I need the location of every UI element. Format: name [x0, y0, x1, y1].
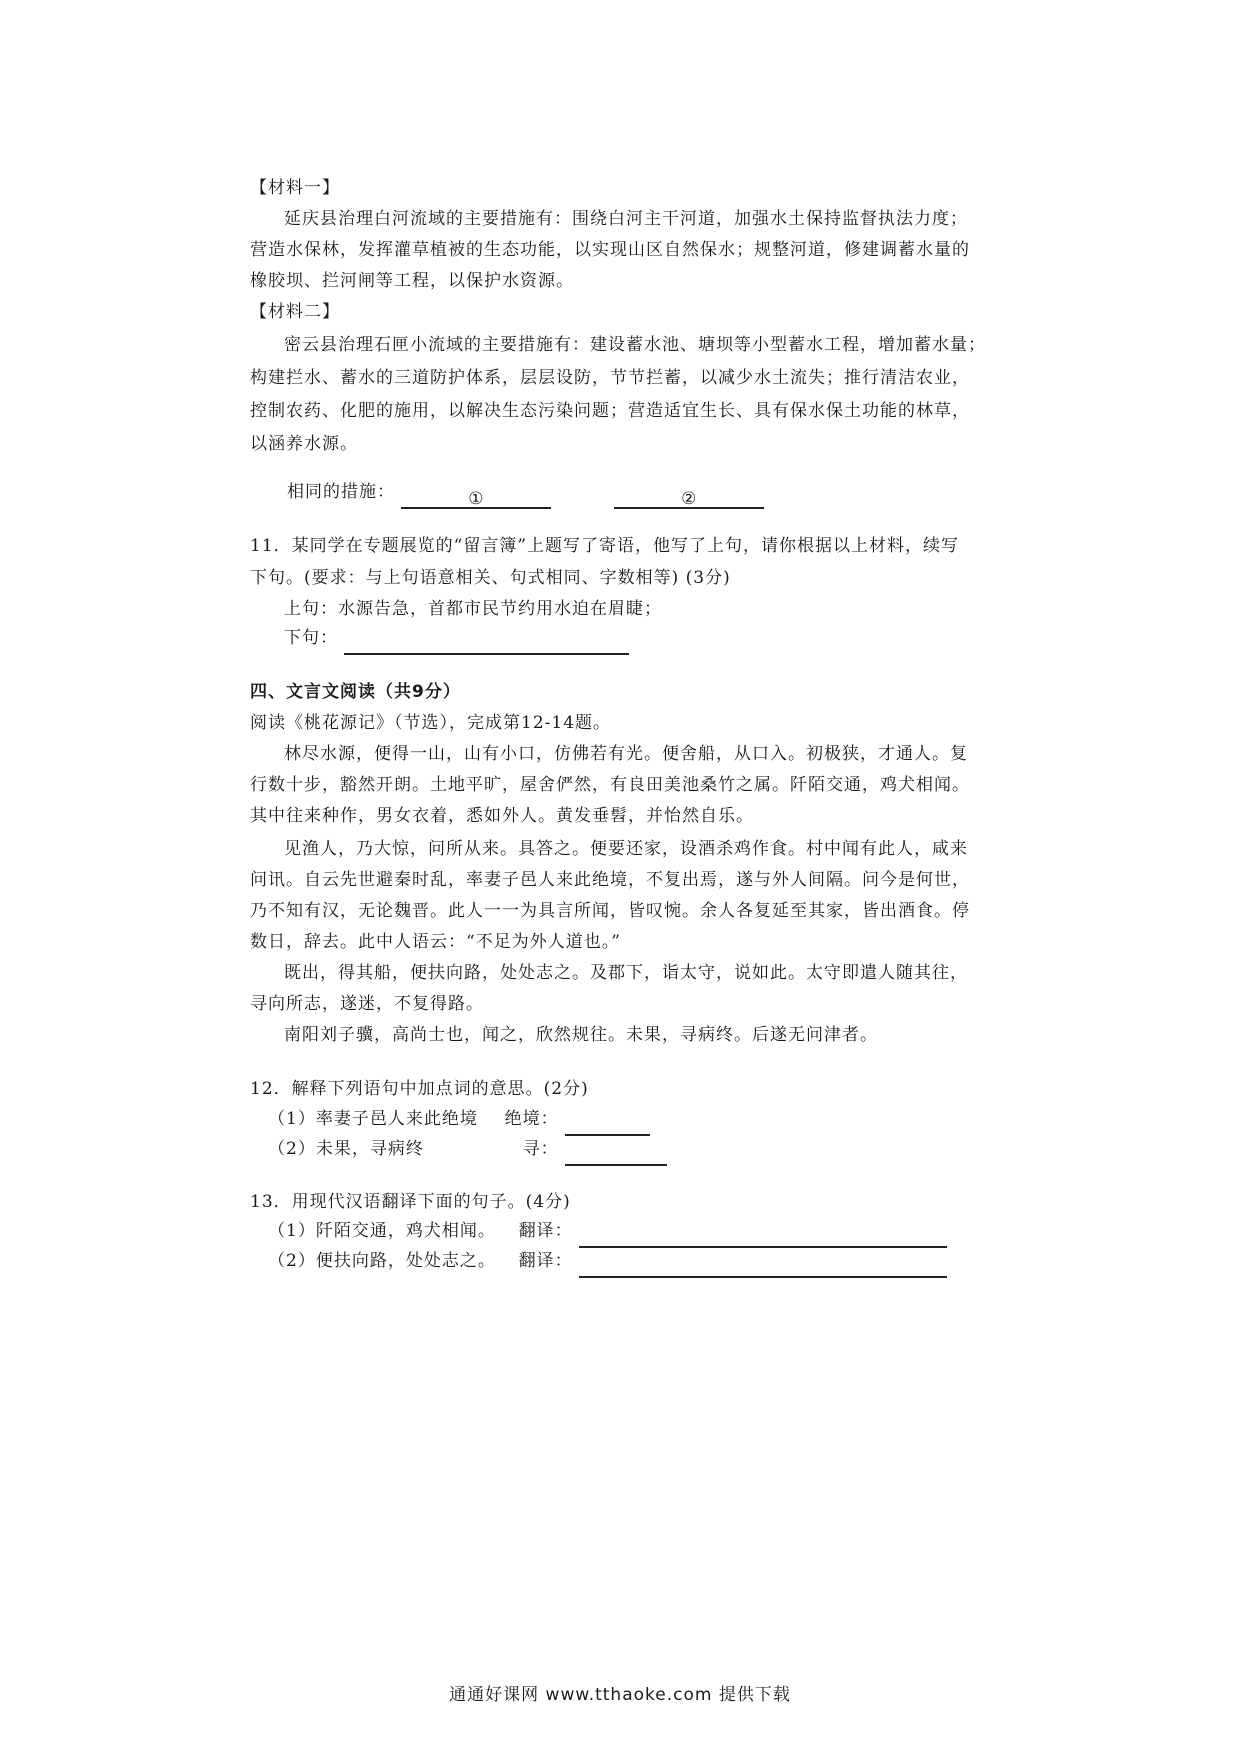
- q11-lower-row: [284, 622, 1034, 655]
- q12-item2-blank[interactable]: [565, 1140, 667, 1166]
- q13-item1-sentence: （1）阡陌交通，鸡犬相闻。: [268, 1221, 496, 1241]
- passage-line: 行数十步，豁然开朗。土地平旷，屋舍俨然，有良田美池桑竹之属。阡陌交通，鸡犬相闻。: [250, 775, 970, 795]
- passage-line: 南阳刘子骥，高尚士也，闻之，欣然规往。未果，寻病终。后遂无问津者。: [284, 1025, 878, 1045]
- q13-item1-label: 翻译：: [518, 1221, 573, 1241]
- q13-item1-row: [268, 1215, 1018, 1248]
- same-measures-row: [287, 476, 1037, 509]
- material1-line: 延庆县治理白河流域的主要措施有：围绕白河主干河道，加强水土保持监督执法力度；: [284, 209, 968, 229]
- passage-line: 问讯。自云先世避秦时乱，率妻子邑人来此绝境，不复出焉，遂与外人间隔。问今是何世，: [250, 870, 970, 890]
- q13-item2-row: [268, 1245, 1018, 1278]
- q11-line: 下句。(要求：与上句语意相关、句式相同、字数相等) (3分): [250, 568, 731, 588]
- q11-answer-blank[interactable]: [344, 629, 629, 655]
- q12-item1-row: [268, 1103, 1018, 1136]
- section4-intro: 阅读《桃花源记》（节选），完成第12-14题。: [250, 713, 612, 733]
- material1-line: 橡胶坝、拦河闸等工程，以保护水资源。: [250, 271, 574, 291]
- passage-line: 乃不知有汉，无论魏晋。此人一一为具言所闻，皆叹惋。余人各复延至其家，皆出酒食。停: [250, 901, 970, 921]
- material2-title: 【材料二】: [250, 302, 340, 322]
- q12-item2-row: [268, 1133, 1018, 1166]
- passage-line: 寻向所志，遂迷，不复得路。: [250, 994, 484, 1014]
- passage-line: 既出，得其船，便扶向路，处处志之。及郡下，诣太守，说如此。太守即遣人随其往，: [284, 963, 968, 983]
- q12-item2-sentence: （2）未果，寻病终: [268, 1139, 424, 1159]
- material2-line: 密云县治理石匣小流域的主要措施有：建设蓄水池、塘坝等小型蓄水工程，增加蓄水量；: [284, 335, 986, 355]
- blank-marker-1: ①: [468, 489, 485, 509]
- q12-item1-word: 绝境：: [504, 1109, 559, 1129]
- passage-line: 见渔人，乃大惊，问所从来。具答之。便要还家，设酒杀鸡作食。村中闻有此人，咸来: [284, 839, 968, 859]
- q11-upper: 上句：水源告急，首都市民节约用水迫在眉睫；: [284, 599, 662, 619]
- q13-item2-label: 翻译：: [518, 1251, 573, 1271]
- material2-line: 构建拦水、蓄水的三道防护体系，层层设防，节节拦蓄，以减少水土流失；推行清洁农业，: [250, 368, 970, 388]
- q11-lower-label: 下句：: [284, 628, 338, 648]
- blank-marker-2: ②: [681, 489, 698, 509]
- passage-line: 数日，辞去。此中人语云：“不足为外人道也。”: [250, 932, 621, 952]
- q13-title: 13．用现代汉语翻译下面的句子。(4分): [250, 1192, 571, 1212]
- passage-line: 林尽水源，便得一山，山有小口，仿佛若有光。便舍船，从口入。初极狭，才通人。复: [284, 744, 968, 764]
- q12-title: 12．解释下列语句中加点词的意思。(2分): [250, 1079, 589, 1099]
- footer-source: 通通好课网 www.tthaoke.com 提供下载: [449, 1685, 791, 1705]
- material1-line: 营造水保林，发挥灌草植被的生态功能，以实现山区自然保水；规整河道，修建调蓄水量的: [250, 240, 970, 260]
- passage-line: 其中往来种作，男女衣着，悉如外人。黄发垂髫，并怡然自乐。: [250, 806, 754, 826]
- q13-item2-sentence: （2）便扶向路，处处志之。: [268, 1251, 496, 1271]
- material1-title: 【材料一】: [250, 178, 340, 198]
- same-measures-label: 相同的措施：: [287, 482, 395, 502]
- section4-heading: 四、文言文阅读（共9分）: [250, 682, 461, 702]
- material2-line: 以涵养水源。: [250, 434, 358, 454]
- material2-line: 控制农药、化肥的施用，以解决生态污染问题；营造适宜生长、具有保水保土功能的林草，: [250, 401, 970, 421]
- q13-item2-blank[interactable]: [579, 1252, 947, 1278]
- q12-item2-word: 寻：: [522, 1139, 559, 1159]
- q11-line: 11．某同学在专题展览的“留言簿”上题写了寄语，他写了上句，请你根据以上材料，续写: [250, 536, 960, 556]
- answer-blank-1[interactable]: [401, 483, 551, 509]
- answer-blank-2[interactable]: [614, 483, 764, 509]
- q12-item1-sentence: （1）率妻子邑人来此绝境: [268, 1109, 478, 1129]
